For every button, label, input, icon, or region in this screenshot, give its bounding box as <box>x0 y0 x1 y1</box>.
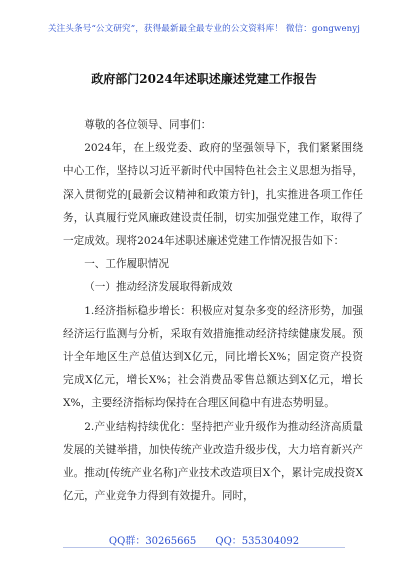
document-body <box>63 114 363 508</box>
section-heading: 一、工作履职情况 <box>84 258 169 271</box>
qq-group-number: QQ群：30265665 <box>108 536 197 547</box>
paragraph-industry-structure: 2.产业结构持续优化：坚持把产业升级作为推动经济高质量发展的关键举措，加快传统产业改造升级步伐，大力培育新兴产业。推动[传统产业名称]产业技术改造项目X个，累计完成投资X亿元，产业竞争力得到有效提升。同时， <box>63 420 363 503</box>
footer-contact <box>0 532 408 547</box>
paragraph-intro: 2024年，在上级党委、政府的坚强领导下，我们紧紧围绕中心工作，坚持以习近平新时代中国特色社会主义思想为指导，深入贯彻党的[最新会议精神和政策方针]，扎实推进各项工作任务，认真履行党风廉政建设责任制，切实加强党建工作，取得了一定成效。现将2024年述职述廉述党建工作情况报告如下： <box>63 142 363 248</box>
salutation: 尊敬的各位领导、同事们： <box>84 119 212 131</box>
promo-banner: 关注头条号“公文研究”，获得最新最全最专业的公文资料库！ 微信：gongwenyj <box>47 24 361 34</box>
footer-divider <box>63 547 345 548</box>
qq-number: QQ：535304092 <box>215 536 300 547</box>
subsection-heading: （一）推动经济发展取得新成效 <box>84 281 233 294</box>
document-title: 政府部门2024年述职述廉述党建工作报告 <box>91 72 317 86</box>
paragraph-economic-indicators: 1.经济指标稳步增长：积极应对复杂多变的经济形势，加强经济运行监测与分析，采取有效措施推动经济持续健康发展。预计全年地区生产总值达到X亿元，同比增长X%；固定资产投资完成X亿元，增长X%；社会消费品零售总额达到X亿元，增长X%，主要经济指标均保持在合理区间稳中有进态势明显。 <box>63 304 363 410</box>
